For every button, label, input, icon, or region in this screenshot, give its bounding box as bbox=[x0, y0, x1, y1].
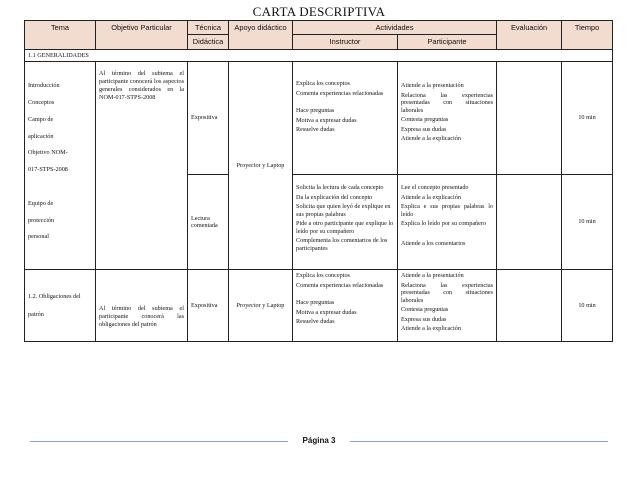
activity-item: Contesta preguntas bbox=[401, 116, 449, 124]
evaluacion-cell-2 bbox=[497, 270, 562, 342]
tiempo-cell-2: 10 min bbox=[562, 270, 613, 342]
header-apoyo: Apoyo didáctico bbox=[229, 21, 293, 50]
activity-item: Explica e sus propias palabras lo leído bbox=[401, 202, 494, 218]
activity-item: Da la explicación del concepto bbox=[296, 193, 373, 201]
tema-item: Introducción bbox=[28, 82, 60, 90]
document-title: CARTA DESCRIPTIVA bbox=[252, 4, 386, 19]
page-number: Página 3 bbox=[289, 436, 349, 445]
tema-item: 017-STPS-2008 bbox=[28, 166, 68, 173]
activity-item: Explica los conceptos bbox=[296, 80, 350, 88]
activity-item: Lee el concepto presentado bbox=[401, 184, 469, 192]
objetivo-text: Al término del subtema el participante conocerá los aspectos generales considerados en la NOM-017-STPS-2008 bbox=[99, 70, 184, 101]
header-objetivo: Objetivo Particular bbox=[96, 21, 188, 50]
tecnica-cell-1b: Lectura comentada bbox=[188, 175, 229, 270]
tema-item: Equipo de bbox=[28, 199, 54, 207]
activity-item: Expresa sus dudas bbox=[401, 125, 447, 133]
apoyo-cell-1: Proyector y Laptop bbox=[229, 62, 293, 270]
activity-item: Solicita que quien leyó de explique en sus propias palabras bbox=[296, 202, 391, 218]
tema-item: 1.2. Obligaciones del bbox=[28, 293, 81, 300]
activity-item: Comenta experiencias relacionadas bbox=[296, 281, 384, 289]
activity-item: Resuelve dudas bbox=[296, 125, 335, 133]
activity-item: Contesta preguntas bbox=[401, 306, 449, 314]
apoyo-cell-2: Proyector y Laptop bbox=[229, 270, 293, 342]
header-tecnica: Técnica bbox=[188, 21, 229, 35]
participante-cell-1a bbox=[398, 62, 497, 175]
tema-cell-1 bbox=[25, 62, 96, 270]
tema-item: Conceptos bbox=[28, 99, 55, 106]
activity-item: Atiende a la presentación bbox=[401, 272, 464, 280]
tema-list-1 bbox=[28, 82, 92, 241]
tema-cell-2 bbox=[25, 270, 96, 342]
header-tecnica-didactica: Didáctica bbox=[188, 35, 229, 49]
tema-item: patrón bbox=[28, 310, 44, 318]
activity-item: Hace preguntas bbox=[296, 107, 335, 115]
footer-rule-right bbox=[350, 441, 608, 442]
activity-item: Hace preguntas bbox=[296, 299, 335, 307]
section-generalidades: 1.1 GENERALIDADES bbox=[25, 49, 613, 62]
activity-item: Atiende a la explicación bbox=[401, 134, 461, 142]
header-instructor: Instructor bbox=[293, 35, 398, 49]
objetivo-cell-1 bbox=[96, 62, 188, 270]
activity-item: Motiva a expresar dudas bbox=[296, 308, 357, 316]
activity-item: Explica los conceptos bbox=[296, 272, 350, 280]
participante-cell-1b bbox=[398, 175, 497, 270]
activity-item: Solicita la lectura de cada concepto bbox=[296, 184, 384, 192]
tema-item: aplicación bbox=[28, 132, 54, 140]
tema-item: personal bbox=[28, 233, 49, 241]
activity-item: Expresa sus dudas bbox=[401, 315, 447, 323]
evaluacion-cell-1b bbox=[497, 175, 562, 270]
evaluacion-cell-1a bbox=[497, 62, 562, 175]
activity-item: Atiende a la explicación bbox=[401, 193, 461, 201]
tiempo-cell-1b: 10 min bbox=[562, 175, 613, 270]
header-actividades: Actividades bbox=[293, 21, 497, 35]
activity-item: Relaciona las experiencias presentadas con situaciones laborales bbox=[401, 91, 494, 114]
tiempo-cell-1a: 10 min bbox=[562, 62, 613, 175]
activity-item: Explica lo leído por su compañero bbox=[401, 219, 487, 227]
activity-item: Comenta experiencias relacionadas bbox=[296, 89, 384, 97]
header-tiempo: Tiempo bbox=[562, 21, 613, 50]
instructor-cell-1a bbox=[293, 62, 398, 175]
instructor-cell-1b bbox=[293, 175, 398, 270]
activity-item: Complementa los comentarios de los participantes bbox=[296, 236, 388, 252]
objetivo-text: Al término del subtema el participante conocerá las obligaciones del patrón bbox=[99, 305, 184, 328]
footer-rule-left bbox=[30, 441, 288, 442]
participante-cell-2 bbox=[398, 270, 497, 342]
activity-item: Atiende a los comentarios bbox=[401, 239, 466, 247]
activity-item: Atiende a la explicación bbox=[401, 324, 461, 332]
objetivo-cell-2 bbox=[96, 270, 188, 342]
tecnica-cell-2: Expositiva bbox=[188, 270, 229, 342]
activity-item: Pide a otro participante que explique lo leído por su compañero bbox=[296, 219, 394, 235]
header-tema: Tema bbox=[25, 21, 96, 50]
carta-descriptiva-table bbox=[24, 20, 613, 342]
activity-item: Resuelve dudas bbox=[296, 317, 335, 325]
activity-item: Relaciona las experiencias presentadas con situaciones laborales bbox=[401, 281, 494, 304]
activity-item: Motiva a expresar dudas bbox=[296, 116, 357, 124]
tema-item: Objetivo NOM- bbox=[28, 149, 68, 157]
tema-item: Campo de bbox=[28, 115, 54, 123]
header-evaluacion: Evaluación bbox=[497, 21, 562, 50]
activity-item: Atiende a la presentación bbox=[401, 82, 464, 90]
header-participante: Participante bbox=[398, 35, 497, 49]
tema-item: protección bbox=[28, 216, 55, 224]
tecnica-cell-1a: Expositiva bbox=[188, 62, 229, 175]
instructor-cell-2 bbox=[293, 270, 398, 342]
